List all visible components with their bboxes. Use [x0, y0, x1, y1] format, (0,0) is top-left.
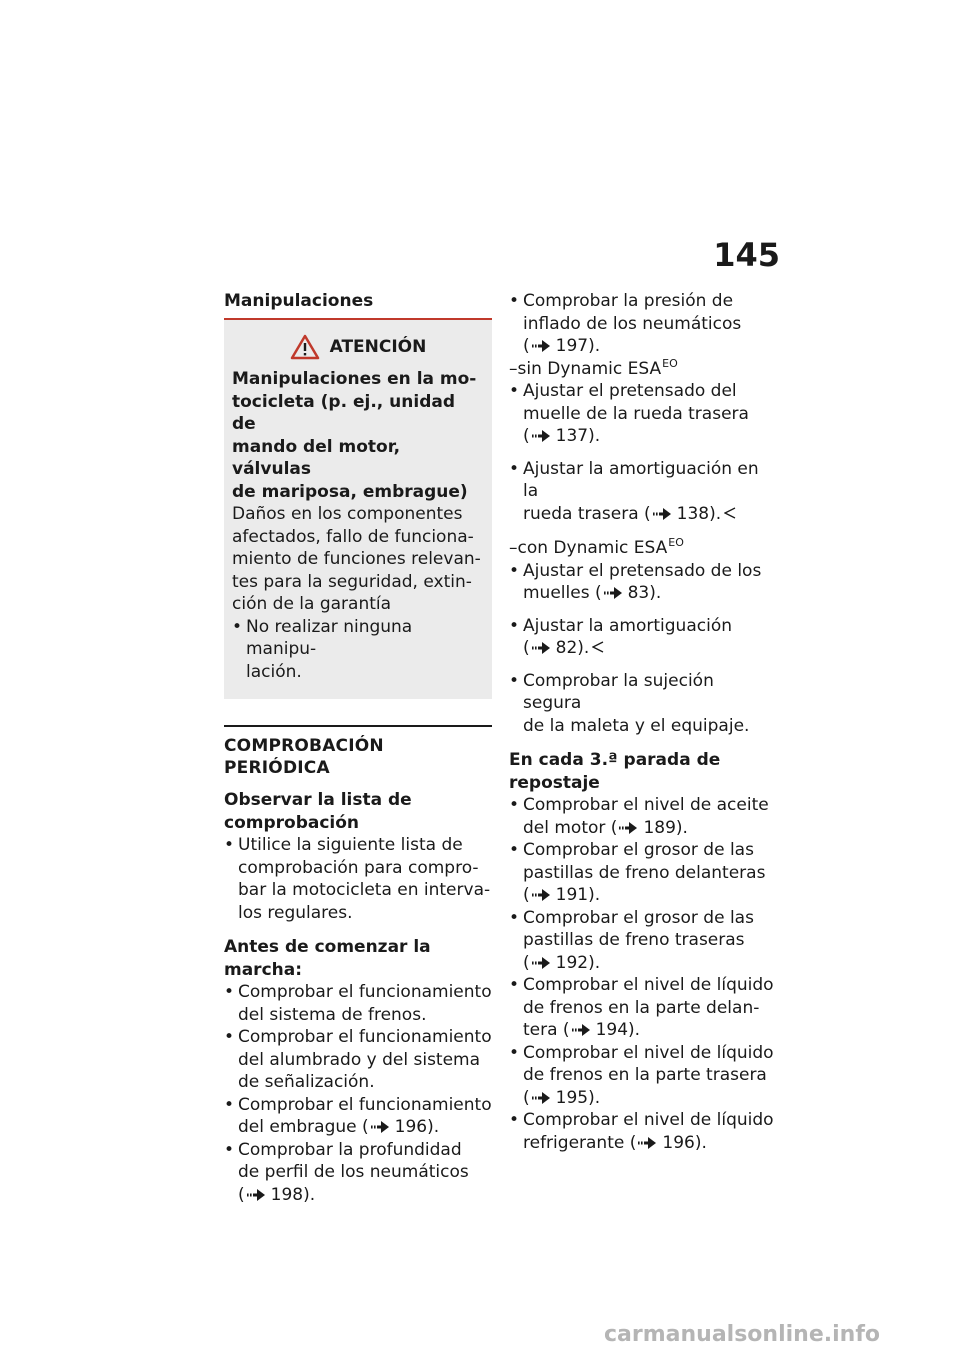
warning-triangle-icon	[290, 334, 320, 360]
list-item: • Comprobar la presión de inflado de los neumáticos ( 197).	[509, 291, 742, 356]
list-item: • Comprobar el nivel de aceite del motor ( 189).	[509, 795, 769, 838]
bullet: •	[224, 1139, 235, 1160]
bullet: •	[224, 1027, 235, 1047]
list-item: • Ajustar la amortiguación en la rueda trasera ( 138).	[509, 458, 759, 524]
page-reference-link[interactable]: 196	[394, 1117, 428, 1137]
list-item: • Ajustar la amortiguación ( 82).	[509, 615, 732, 658]
page-reference-arrow-icon	[619, 822, 639, 834]
major-heading: COMPROBACIÓN PERIÓDICA	[224, 725, 492, 779]
page-reference-arrow-icon	[532, 340, 552, 352]
end-of-variant-icon	[592, 641, 604, 653]
warning-consequence-line: afectados, fallo de funciona-	[232, 526, 474, 547]
variant-with-esa: –con Dynamic $ESA^{EO}$	[509, 536, 684, 558]
page-reference-arrow-icon	[638, 1137, 658, 1149]
bullet: •	[509, 1110, 520, 1130]
page-reference-link[interactable]: 194	[595, 1020, 629, 1040]
page-reference-link[interactable]: 82	[555, 638, 578, 658]
end-of-variant-icon	[724, 507, 736, 519]
checklist-heading: comprobación	[224, 812, 360, 833]
watermark: carmanualsonline.info	[604, 1322, 880, 1347]
list-item: • Comprobar la sujeción segura de la maleta y el equipaje.	[509, 670, 750, 736]
warning-hazard-line: de mariposa, embrague)	[232, 481, 468, 502]
bullet: •	[509, 1042, 520, 1063]
bullet: •	[509, 560, 520, 581]
page-reference-link[interactable]: 189	[643, 817, 676, 838]
warning-consequence-line: Daños en los componentes	[232, 504, 463, 524]
warning-consequence-line: ción de la garantía	[232, 594, 392, 614]
left-column	[224, 290, 492, 1206]
page-reference-arrow-icon	[532, 642, 552, 654]
section-title: Manipulaciones	[224, 291, 374, 311]
list-item: • Ajustar el pretensado del muelle de la rueda trasera ( 137).	[509, 381, 749, 446]
page-reference-link[interactable]: 191	[555, 885, 589, 905]
page-reference-link[interactable]: 198	[270, 1184, 304, 1205]
before-ride-heading: Antes de comenzar la marcha:	[224, 937, 431, 980]
warning-title: ATENCIÓN	[329, 337, 427, 357]
page-reference-link[interactable]: 196	[662, 1132, 695, 1153]
list-item: • Comprobar el nivel de líquido refrigerante ( 196).	[509, 1110, 774, 1153]
list-item: • Comprobar la profundidad de perfil de los neumáticos ( 198).	[224, 1139, 469, 1205]
warning-hazard-line: mando del motor, válvulas	[232, 436, 401, 479]
warning-box	[224, 320, 492, 699]
page-reference-arrow-icon	[371, 1121, 391, 1133]
page-reference-link[interactable]: 192	[555, 952, 589, 973]
page-reference-arrow-icon	[572, 1024, 592, 1036]
list-item: • Utilice la siguiente lista de comprobación para compro- bar la motocicleta en interva- los regulares.	[224, 835, 491, 923]
refuel-heading: En cada 3.ª parada de	[509, 750, 721, 770]
bullet: •	[509, 458, 520, 479]
page-reference-arrow-icon	[532, 957, 552, 969]
list-item: • Comprobar el grosor de las pastillas de freno delanteras ( 191).	[509, 840, 766, 905]
bullet: •	[232, 616, 243, 637]
page-reference-arrow-icon	[653, 508, 673, 520]
warning-consequence-line: miento de funciones relevan-	[232, 549, 481, 569]
right-column	[509, 290, 777, 1154]
bullet: •	[509, 795, 520, 815]
warning-hazard-line: Manipulaciones en la mo-	[232, 369, 477, 389]
page-reference-link[interactable]: 138	[676, 503, 710, 524]
page-reference-link[interactable]: 83	[627, 583, 650, 603]
bullet: •	[509, 615, 520, 636]
page-reference-arrow-icon	[604, 587, 624, 599]
variant-without-esa: –sin Dynamic $ESA^{EO}$	[509, 356, 678, 379]
list-item: • Comprobar el funcionamiento del embrague ( 196).	[224, 1094, 492, 1137]
list-item: • Ajustar el pretensado de los muelles ( 83).	[509, 560, 762, 603]
warning-hazard-line: tocicleta (p. ej., unidad de	[232, 391, 456, 434]
page-reference-link[interactable]: 137	[555, 426, 589, 446]
list-item: • Comprobar el nivel de líquido de frenos en la parte delan- tera ( 194).	[509, 975, 774, 1040]
bullet: •	[224, 982, 235, 1002]
page-reference-arrow-icon	[532, 889, 552, 901]
page-reference-arrow-icon	[532, 430, 552, 442]
page-reference-link[interactable]: 197	[555, 336, 589, 356]
refuel-heading: repostaje	[509, 772, 600, 793]
bullet: •	[509, 840, 520, 860]
bullet: •	[509, 670, 520, 691]
list-item: • Comprobar el nivel de líquido de frenos en la parte trasera ( 195).	[509, 1042, 774, 1108]
bullet: •	[509, 907, 520, 928]
page-number: 145	[713, 236, 780, 274]
warning-action-item: • No realizar ninguna manipu- lación.	[232, 616, 413, 682]
bullet: •	[509, 381, 520, 401]
list-item: • Comprobar el grosor de las pastillas de freno traseras ( 192).	[509, 907, 754, 973]
list-item: • Comprobar el funcionamiento del alumbrado y del sistema de señalización.	[224, 1027, 492, 1092]
list-item: • Comprobar el funcionamiento del sistema de frenos.	[224, 982, 492, 1025]
bullet: •	[509, 975, 520, 995]
page-reference-link[interactable]: 195	[555, 1087, 589, 1108]
bullet: •	[509, 291, 520, 311]
bullet: •	[224, 1094, 235, 1115]
bullet: •	[224, 835, 235, 855]
page-reference-arrow-icon	[532, 1092, 552, 1104]
page-reference-arrow-icon	[247, 1189, 267, 1201]
checklist-heading: Observar la lista de	[224, 790, 412, 810]
warning-consequence-line: tes para la seguridad, extin-	[232, 571, 472, 592]
